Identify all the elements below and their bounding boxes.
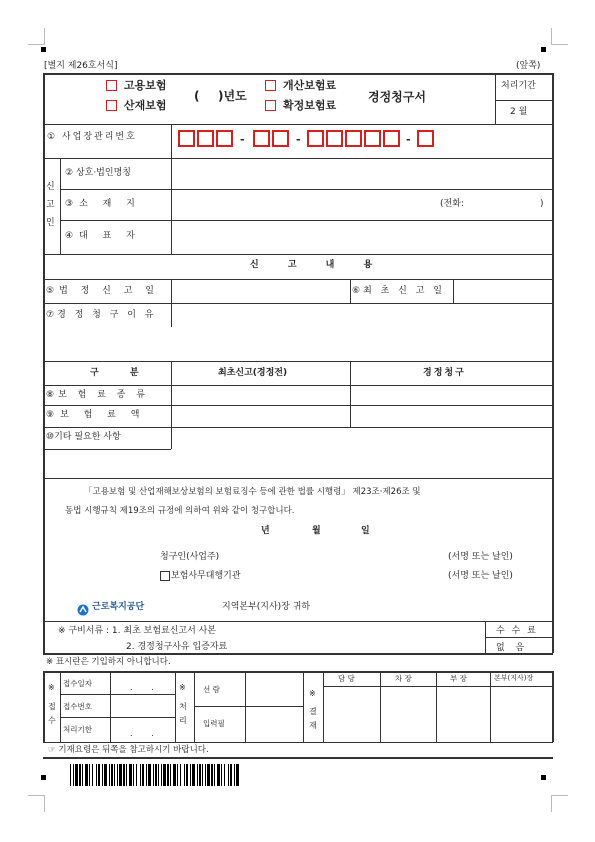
processing-group-label: 처리 [179, 702, 187, 725]
registration-mark [541, 775, 546, 780]
industrial-insurance-label: 산재보험 [124, 99, 167, 112]
other-matters-label: ⑩기타 필요한 사항 [46, 432, 121, 442]
industrial-insurance-checkbox[interactable] [106, 100, 117, 111]
first-report-date-label: ⑥최 초 신 고 일 [352, 286, 445, 296]
recipient-label: 지역본부(지사)장 귀하 [222, 602, 311, 612]
statement-line-2: 동법 시행규칙 제19조의 규정에 의하여 위와 같이 청구합니다. [65, 506, 295, 516]
agency-label: 보험사무대행기관 [171, 571, 241, 581]
receipt-number-label: 접수번호 [63, 702, 92, 711]
processing-input-label: 입력필 [203, 719, 225, 728]
premium-type-label: ⑧보 험 료 종 류 [46, 390, 149, 400]
statement-line-1: 「고용보험 및 산업재해보상보험의 보험료징수 등에 관한 법률 시행령」 제23조·제26조 및 [84, 487, 421, 497]
crop-mark-bottom-left [28, 795, 45, 812]
date-month: 월 [312, 526, 321, 536]
reporter-group-label: 신고인 [46, 182, 55, 228]
agency-signature: (서명 또는 날인) [448, 571, 513, 581]
date-year: 년 [261, 526, 270, 536]
processing-period-label: 처리기간 [501, 81, 536, 91]
receipt-group-label: 접수 [48, 702, 56, 725]
approval-column-head: 본부(지사)장 [494, 674, 534, 682]
instructions-note: ☞ 기재요령은 뒤쪽을 참고하시기 바랍니다. [48, 745, 209, 755]
processing-deadline-label: 처리기한 [63, 725, 92, 734]
employment-insurance-label: 고용보험 [124, 79, 167, 92]
form-title: 경정청구서 [368, 90, 426, 104]
processing-period-value: 2 월 [510, 107, 528, 117]
kcomwel-logo-icon [77, 601, 89, 613]
correction-reason-label: ⑦경 정 청 구 이 유 [46, 310, 157, 320]
legal-report-date-label: ⑤법 정 신 고 일 [46, 286, 159, 296]
year-paren-close: )년도 [218, 89, 247, 103]
estimated-premium-checkbox[interactable] [265, 80, 276, 91]
estimated-premium-label: 개산보험료 [283, 79, 337, 92]
representative-label: ④대 표 자 [65, 231, 141, 241]
attachments-label: ※ 구비서류 : 1. 최초 보험료신고서 사본 [58, 626, 217, 636]
address-label: ③소 재 지 [65, 199, 141, 209]
attachments-item-2: 2. 경정청구사유 입증자료 [126, 642, 228, 652]
approval-column-deputy: 차 장 [395, 674, 412, 683]
approval-column-staff: 담 당 [338, 674, 355, 683]
approval-group-label: 결재 [309, 707, 317, 730]
confirmed-premium-label: 확정보험료 [283, 99, 337, 112]
receipt-date-dots: . . [130, 683, 162, 692]
category-column-header: 구 분 [90, 368, 153, 378]
approval-column-manager: 부 장 [450, 674, 467, 683]
organization-name: 근로복지공단 [92, 602, 145, 612]
phone-label: (전화: [440, 199, 464, 209]
correction-claim-column-header: 경정청구 [423, 368, 466, 378]
page-side-label: (앞쪽) [516, 61, 541, 71]
phone-close: ) [540, 199, 544, 209]
office-use-note: ※ 표시란은 기입하지 아니합니다. [46, 657, 171, 667]
employment-insurance-checkbox[interactable] [106, 80, 117, 91]
premium-amount-label: ⑨보 험 료 액 [46, 410, 146, 420]
processing-deadline-dots: . . [130, 729, 162, 738]
company-name-label: ② 상호·법인명칭 [65, 168, 131, 178]
first-report-column-header: 최초신고(경정전) [218, 368, 288, 378]
form-number: [별지 제26호서식] [44, 61, 118, 71]
crop-mark-bottom-right [551, 795, 568, 812]
registration-mark [41, 47, 46, 52]
crop-mark-top-right [551, 28, 568, 45]
processing-review-label: 선 람 [203, 685, 220, 694]
processing-mark: ※ [179, 683, 186, 692]
fee-value: 없 음 [496, 643, 529, 653]
crop-mark-top-left [28, 28, 45, 45]
claimant-signature: (서명 또는 날인) [448, 552, 513, 562]
fee-label: 수 수 료 [496, 626, 538, 636]
report-section-title: 신 고 내 용 [250, 260, 386, 270]
agency-checkbox[interactable] [160, 571, 170, 581]
approval-mark: ※ [309, 689, 316, 698]
year-paren-open: ( [194, 89, 200, 103]
receipt-date-label: 접수일자 [63, 679, 92, 688]
management-number-label: ① 사업장관리번호 [47, 132, 137, 142]
registration-mark [41, 775, 46, 780]
barcode [70, 764, 240, 786]
claimant-label: 청구인(사업주) [160, 552, 220, 562]
receipt-mark: ※ [48, 683, 55, 692]
registration-mark [541, 47, 546, 52]
date-day: 일 [361, 526, 370, 536]
confirmed-premium-checkbox[interactable] [265, 100, 276, 111]
